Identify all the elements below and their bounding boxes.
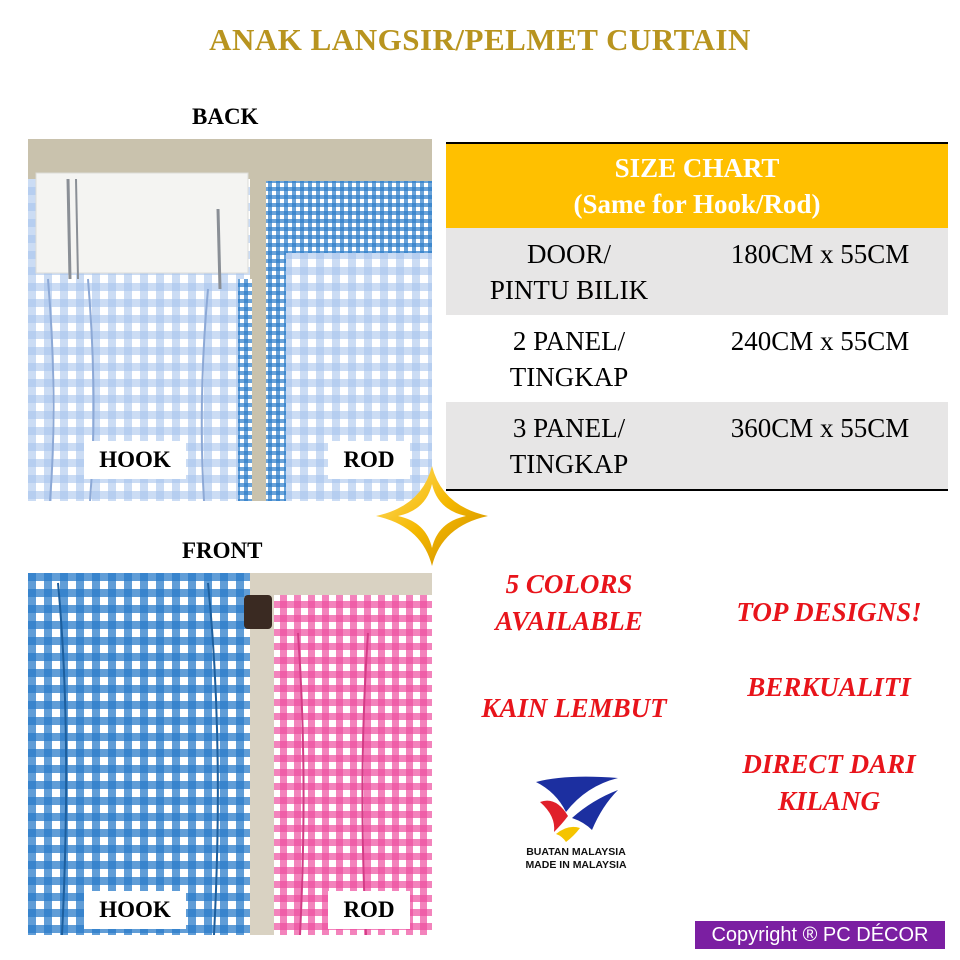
front-rod-tag: ROD — [328, 891, 410, 929]
size-chart-title: SIZE CHART — [614, 153, 780, 183]
back-rod-tag: ROD — [328, 441, 410, 479]
size-chart-row — [446, 228, 948, 315]
size-chart-row-name — [446, 402, 692, 489]
made-in-malaysia-text — [514, 846, 638, 872]
size-chart-row — [446, 402, 948, 489]
promo-colors-line1: 5 COLORS — [505, 569, 633, 599]
promo-quality: BERKUALITI — [747, 672, 911, 702]
promo-colors — [454, 566, 684, 640]
made-in-line1: BUATAN MALAYSIA — [526, 846, 626, 858]
page-title: ANAK LANGSIR/PELMET CURTAIN — [209, 22, 751, 57]
size-chart-header — [446, 144, 948, 228]
back-label: BACK — [192, 104, 259, 129]
row-name-line2: TINGKAP — [509, 362, 629, 392]
front-hook-tag: HOOK — [84, 891, 186, 929]
row-name-line1: 2 PANEL/ — [512, 326, 626, 356]
size-chart-row-name — [446, 315, 692, 402]
row-name-line2: TINGKAP — [509, 449, 629, 479]
promo-factory-line2: KILANG — [777, 786, 880, 816]
made-in-line2: MADE IN MALAYSIA — [525, 859, 627, 871]
made-in-malaysia-logo-icon — [526, 772, 626, 844]
promo-colors-line2: AVAILABLE — [495, 606, 643, 636]
back-hook-tag: HOOK — [84, 441, 186, 479]
row-name-line2: PINTU BILIK — [489, 275, 649, 305]
promo-fabric: KAIN LEMBUT — [481, 693, 667, 723]
promo-factory — [714, 746, 944, 820]
size-chart-row-size: 180CM x 55CM — [730, 239, 910, 269]
copyright-badge: Copyright ® PC DÉCOR — [695, 921, 945, 949]
front-photo — [28, 573, 432, 935]
row-name-line1: DOOR/ — [526, 239, 611, 269]
row-name-line1: 3 PANEL/ — [512, 413, 626, 443]
size-chart-subtitle: (Same for Hook/Rod) — [573, 189, 821, 219]
size-chart-row-size: 360CM x 55CM — [730, 413, 910, 443]
promo-factory-line1: DIRECT DARI — [742, 749, 916, 779]
size-chart — [446, 142, 948, 491]
front-label: FRONT — [182, 538, 263, 563]
size-chart-row-size: 240CM x 55CM — [730, 326, 910, 356]
size-chart-row — [446, 315, 948, 402]
size-chart-row-name — [446, 228, 692, 315]
promo-designs: TOP DESIGNS! — [736, 597, 922, 627]
